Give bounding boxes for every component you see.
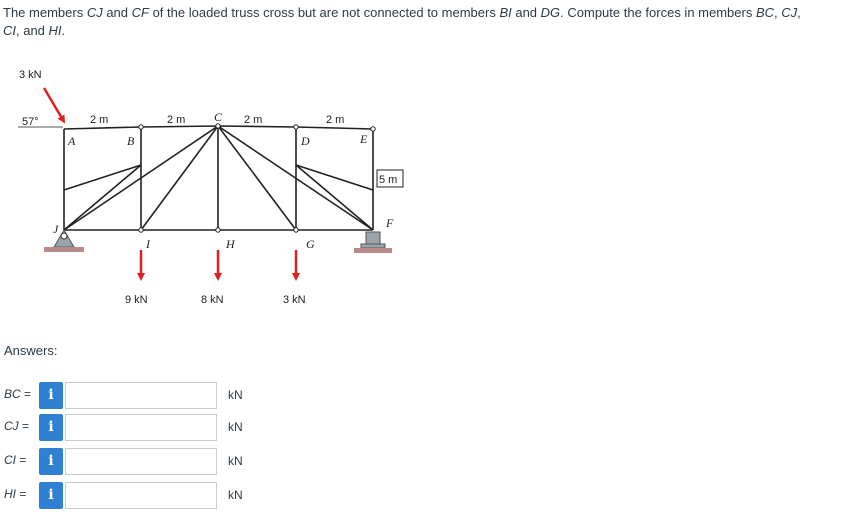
q-and-2: and: [511, 5, 541, 20]
node-label-g: G: [306, 237, 315, 251]
angle-label: 57°: [22, 116, 39, 128]
answer-input-hi[interactable]: [65, 482, 217, 509]
answer-unit-cj: kN: [228, 420, 243, 434]
answers-heading: Answers:: [4, 343, 58, 358]
answer-eq-ci: =: [16, 453, 27, 467]
load-label-9kn: 9 kN: [125, 294, 148, 306]
answer-row-cj: [0, 412, 300, 442]
answer-input-ci[interactable]: [65, 448, 217, 475]
node-label-a: A: [68, 134, 76, 148]
answer-label-bc: [4, 387, 31, 401]
answer-var-bc: BC: [4, 387, 21, 401]
answer-input-bc[interactable]: [65, 382, 217, 409]
q-and-1: and: [102, 5, 132, 20]
q-and-3: , and: [16, 23, 49, 38]
span-label-3: 2 m: [244, 114, 263, 126]
height-label: 5 m: [379, 174, 398, 186]
answer-var-hi: HI: [4, 487, 16, 501]
load-label-8kn: 8 kN: [201, 294, 224, 306]
info-icon[interactable]: i: [39, 382, 63, 409]
answer-label-cj: [4, 419, 29, 433]
load-top-arrow: [44, 88, 63, 120]
q-mid: of the loaded truss cross but are not connected to members: [148, 5, 500, 20]
q-prefix: The members: [3, 5, 87, 20]
info-icon[interactable]: i: [39, 414, 63, 441]
load-label-3kn: 3 kN: [283, 294, 306, 306]
answer-var-cj: CJ: [4, 419, 19, 433]
span-label-4: 2 m: [326, 114, 345, 126]
answer-eq-cj: =: [18, 419, 30, 433]
answer-label-hi: [4, 487, 26, 501]
answer-var-ci: CI: [4, 453, 16, 467]
pin-support-right: [354, 232, 392, 253]
answer-unit-ci: kN: [228, 454, 243, 468]
q-sep-1: ,: [774, 5, 782, 20]
answer-row-ci: [0, 446, 300, 476]
node-label-h: H: [226, 237, 235, 251]
pin-support-left: [44, 230, 84, 252]
q-mid-2: . Compute the forces in members: [560, 5, 756, 20]
span-label-2: 2 m: [167, 114, 186, 126]
q-member-bi: BI: [499, 5, 512, 20]
answer-eq-hi: =: [16, 487, 27, 501]
q-member-dg: DG: [540, 5, 561, 20]
info-icon[interactable]: i: [39, 482, 63, 509]
q-sep-2: ,: [797, 5, 801, 20]
answer-row-bc: [0, 380, 300, 410]
answer-input-cj[interactable]: [65, 414, 217, 441]
q-member-cf: CF: [131, 5, 149, 20]
node-label-b: B: [127, 134, 135, 148]
q-member-cj-2: CJ: [781, 5, 798, 20]
node-label-c: C: [214, 110, 223, 124]
answer-row-hi: [0, 480, 300, 510]
span-label-1: 2 m: [90, 114, 109, 126]
node-label-d: D: [301, 134, 310, 148]
truss-members: [64, 126, 373, 230]
node-label-e: E: [360, 132, 368, 146]
node-label-f: F: [386, 216, 394, 230]
q-member-bc: BC: [755, 5, 775, 20]
q-end: .: [61, 23, 66, 38]
info-icon[interactable]: i: [39, 448, 63, 475]
answer-unit-hi: kN: [228, 488, 243, 502]
load-top-label: 3 kN: [19, 69, 42, 81]
q-member-ci: CI: [3, 23, 16, 38]
q-member-cj: CJ: [86, 5, 103, 20]
node-label-j: J: [53, 222, 59, 236]
answer-eq-bc: =: [20, 387, 32, 401]
answer-label-ci: [4, 453, 26, 467]
answer-unit-bc: kN: [228, 388, 243, 402]
q-member-hi: HI: [48, 23, 62, 38]
node-label-i: I: [146, 237, 150, 251]
